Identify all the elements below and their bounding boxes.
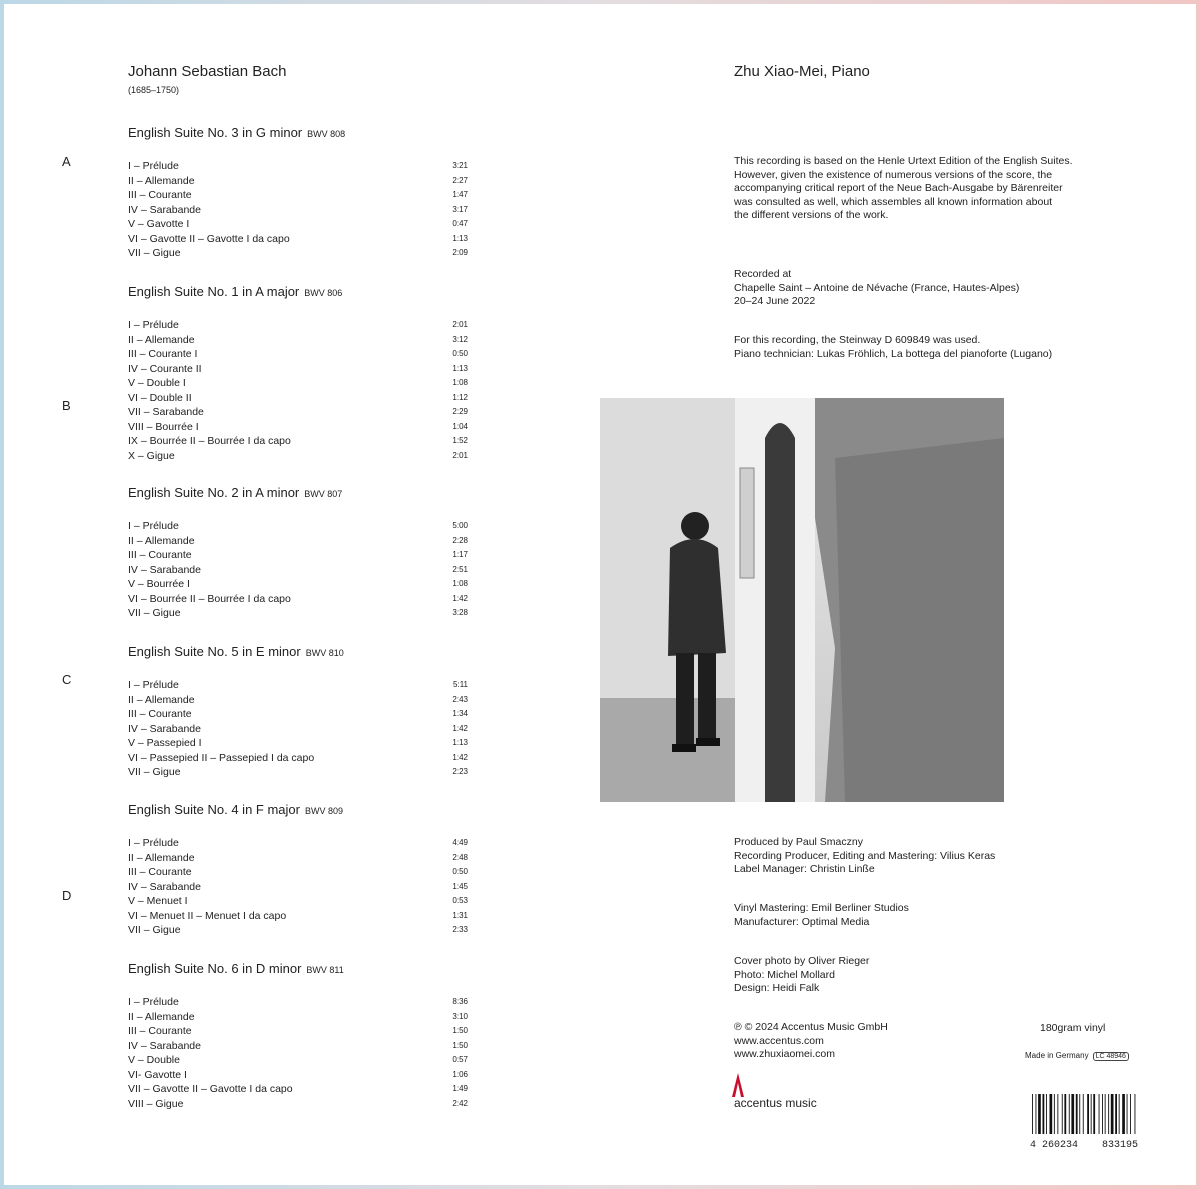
barcode-bar	[1038, 1094, 1041, 1134]
track-duration: 1:50	[452, 1026, 468, 1035]
barcode-bar	[1050, 1094, 1053, 1134]
suite-title	[128, 802, 468, 820]
track-duration: 3:17	[452, 204, 468, 214]
suite-title-text: English Suite No. 6 in D minor	[128, 961, 302, 976]
lc-code-badge: LC 48946	[1093, 1052, 1129, 1061]
suite-bwv: BWV 809	[304, 806, 343, 816]
track-row	[128, 519, 468, 534]
track-row	[128, 347, 468, 362]
composer-name: Johann Sebastian Bach	[128, 63, 287, 80]
track-name: VII – Sarabande	[128, 406, 204, 418]
made-in-text: Made in Germany	[1025, 1051, 1089, 1060]
track-row	[128, 159, 468, 174]
barcode-bar	[1102, 1094, 1103, 1134]
track-row	[128, 836, 468, 851]
suite-block	[128, 644, 468, 780]
info-line: www.zhuxiaomei.com	[734, 1048, 835, 1060]
barcode-bar	[1108, 1094, 1109, 1134]
track-row	[128, 376, 468, 391]
barcode-bar	[1127, 1094, 1128, 1134]
suite-block	[128, 961, 468, 1111]
track-row	[128, 534, 468, 549]
track-row	[128, 923, 468, 938]
suite-bwv: BWV 808	[307, 129, 346, 139]
barcode-bar	[1071, 1094, 1074, 1134]
info-line: Chapelle Saint – Antoine de Névache (France, Hautes-Alpes)	[734, 281, 1020, 294]
suite-bwv: BWV 810	[305, 648, 344, 658]
suite-block	[128, 125, 468, 261]
track-name: VII – Gavotte II – Gavotte I da capo	[128, 1083, 293, 1095]
track-duration: 2:27	[452, 175, 468, 185]
track-row	[128, 1010, 468, 1025]
track-row	[128, 880, 468, 895]
track-name: I – Prélude	[128, 520, 179, 532]
performer-name: Zhu Xiao-Mei, Piano	[734, 63, 870, 80]
track-name: III – Courante	[128, 708, 192, 720]
track-name: II – Allemande	[128, 534, 195, 547]
composer-dates: (1685–1750)	[128, 85, 180, 95]
track-name: IV – Sarabande	[128, 563, 201, 576]
track-duration: 0:53	[452, 896, 468, 905]
suite-bwv: BWV 807	[304, 489, 343, 499]
track-list	[128, 836, 468, 938]
track-duration: 0:50	[452, 349, 468, 358]
track-duration: 0:47	[452, 219, 468, 228]
track-duration: 1:13	[452, 233, 468, 243]
track-duration: 1:31	[452, 910, 468, 920]
track-name: I – Prélude	[128, 319, 179, 331]
barcode-bar	[1119, 1094, 1120, 1134]
info-vinyl-mastering	[734, 902, 909, 929]
track-duration: 1:08	[452, 579, 468, 588]
barcode-bar	[1036, 1094, 1037, 1134]
track-row	[128, 693, 468, 708]
barcode-digits-right: 833195	[1101, 1140, 1138, 1151]
track-duration: 1:12	[452, 392, 468, 402]
track-list	[128, 318, 468, 463]
track-row	[128, 851, 468, 866]
track-duration: 1:42	[452, 593, 468, 603]
track-name: II – Allemande	[128, 1010, 195, 1023]
track-name: III – Courante	[128, 1025, 192, 1037]
barcode-bar	[1135, 1094, 1136, 1134]
barcode-bar	[1115, 1094, 1117, 1134]
track-name: VIII – Bourrée I	[128, 420, 199, 433]
side-label-a: A	[62, 154, 71, 169]
info-edition	[734, 155, 1073, 223]
barcode-bar	[1064, 1094, 1066, 1134]
barcode-bar	[1130, 1094, 1131, 1134]
barcode-bar	[1122, 1094, 1125, 1134]
track-name: VI – Bourrée II – Bourrée I da capo	[128, 592, 291, 605]
info-line: Label Manager: Christin Linße	[734, 863, 875, 875]
track-row	[128, 722, 468, 737]
info-line: Photo: Michel Mollard	[734, 968, 835, 981]
suite-title-text: English Suite No. 1 in A major	[128, 284, 300, 299]
track-row	[128, 995, 468, 1010]
suite-title	[128, 485, 468, 503]
track-name: II – Allemande	[128, 851, 195, 864]
suite-title-text: English Suite No. 5 in E minor	[128, 644, 301, 659]
info-line: Recording Producer, Editing and Mastering: Vilius Keras	[734, 849, 996, 862]
track-row	[128, 1082, 468, 1097]
info-production	[734, 836, 995, 877]
info-design	[734, 955, 869, 996]
barcode-bar	[1062, 1094, 1063, 1134]
track-row	[128, 217, 468, 232]
track-duration: 2:23	[452, 767, 468, 776]
track-name: X – Gigue	[128, 449, 175, 462]
track-row	[128, 894, 468, 909]
track-duration: 1:49	[452, 1084, 468, 1093]
track-row	[128, 751, 468, 766]
track-row	[128, 362, 468, 377]
barcode-bar	[1046, 1094, 1047, 1134]
suite-title	[128, 961, 468, 979]
track-row	[128, 1039, 468, 1054]
track-duration: 1:50	[452, 1040, 468, 1050]
barcode-bar	[1057, 1094, 1058, 1134]
track-name: IV – Sarabande	[128, 203, 201, 216]
info-line: Piano technician: Lukas Fröhlich, La bottega del pianoforte (Lugano)	[734, 347, 1053, 360]
track-row	[128, 333, 468, 348]
track-row	[128, 678, 468, 693]
track-row	[128, 909, 468, 924]
track-name: VII – Gigue	[128, 766, 181, 778]
track-duration: 8:36	[452, 997, 468, 1006]
track-row	[128, 1097, 468, 1112]
track-duration: 2:28	[452, 535, 468, 545]
track-duration: 2:09	[452, 248, 468, 257]
track-duration: 1:08	[452, 378, 468, 387]
side-label-b: B	[62, 398, 71, 413]
track-duration: 1:13	[452, 738, 468, 747]
track-list	[128, 678, 468, 780]
track-duration: 0:50	[452, 867, 468, 876]
track-name: V – Gavotte I	[128, 218, 190, 230]
track-row	[128, 174, 468, 189]
track-row	[128, 707, 468, 722]
track-duration: 2:01	[452, 450, 468, 460]
info-line: ℗ © 2024 Accentus Music GmbH	[734, 1021, 888, 1033]
track-duration: 4:49	[452, 838, 468, 847]
accentus-logo-icon	[731, 1073, 745, 1097]
track-name: VI – Double II	[128, 391, 192, 404]
track-name: II – Allemande	[128, 174, 195, 187]
info-line: This recording is based on the Henle Urtext Edition of the English Suites.	[734, 155, 1073, 167]
track-row	[128, 1053, 468, 1068]
track-duration: 2:01	[452, 320, 468, 329]
track-row	[128, 1024, 468, 1039]
barcode-digits-left: 4 260234	[1030, 1140, 1079, 1151]
track-duration: 3:28	[452, 608, 468, 617]
info-line: was consulted as well, which assembles all known information about	[734, 195, 1053, 208]
track-name: V – Double	[128, 1054, 180, 1066]
track-name: IX – Bourrée II – Bourrée I da capo	[128, 435, 291, 447]
track-row	[128, 232, 468, 247]
track-row	[128, 246, 468, 261]
made-in	[1025, 1051, 1129, 1060]
track-name: VI – Menuet II – Menuet I da capo	[128, 909, 287, 922]
track-name: V – Passepied I	[128, 737, 202, 749]
track-duration: 2:43	[452, 694, 468, 704]
info-line: Vinyl Mastering: Emil Berliner Studios	[734, 902, 909, 914]
track-name: VII – Gigue	[128, 924, 181, 936]
track-name: III – Courante	[128, 189, 192, 201]
info-piano	[734, 334, 1052, 361]
track-name: VII – Gigue	[128, 607, 181, 619]
suite-block	[128, 284, 468, 463]
label-name: accentus music	[734, 1096, 817, 1110]
track-duration: 1:42	[452, 723, 468, 733]
track-name: VII – Gigue	[128, 247, 181, 259]
track-row	[128, 391, 468, 406]
track-name: V – Menuet I	[128, 895, 188, 907]
photo-illustration	[600, 398, 1004, 802]
track-duration: 1:52	[452, 436, 468, 445]
track-duration: 2:51	[452, 564, 468, 574]
barcode-bar	[1069, 1094, 1070, 1134]
track-name: I – Prélude	[128, 679, 179, 691]
track-duration: 3:10	[452, 1011, 468, 1021]
info-line: For this recording, the Steinway D 609849 was used.	[734, 334, 981, 346]
track-duration: 2:33	[452, 925, 468, 934]
track-name: I – Prélude	[128, 837, 179, 849]
track-row	[128, 865, 468, 880]
track-row	[128, 606, 468, 621]
barcode-bar	[1076, 1094, 1078, 1134]
track-duration: 1:45	[452, 881, 468, 891]
track-name: III – Courante	[128, 549, 192, 561]
track-list	[128, 159, 468, 261]
track-row	[128, 563, 468, 578]
track-row	[128, 548, 468, 563]
track-duration: 1:04	[452, 421, 468, 431]
track-name: I – Prélude	[128, 996, 179, 1008]
track-row	[128, 1068, 468, 1083]
track-row	[128, 318, 468, 333]
track-row	[128, 203, 468, 218]
info-line: the different versions of the work.	[734, 209, 889, 221]
info-line: Produced by Paul Smaczny	[734, 836, 863, 848]
vinyl-weight: 180gram vinyl	[1040, 1022, 1106, 1034]
track-duration: 1:42	[452, 752, 468, 762]
track-duration: 1:17	[452, 550, 468, 559]
track-row	[128, 736, 468, 751]
track-row	[128, 592, 468, 607]
barcode-bar	[1093, 1094, 1095, 1134]
track-duration: 1:06	[452, 1069, 468, 1079]
barcode-bars-icon	[1030, 1094, 1138, 1134]
track-name: I – Prélude	[128, 160, 179, 172]
track-name: IV – Sarabande	[128, 722, 201, 735]
suite-bwv: BWV 811	[306, 965, 344, 975]
barcode-bar	[1099, 1094, 1100, 1134]
barcode-digits	[1030, 1140, 1138, 1151]
track-duration: 3:12	[452, 334, 468, 344]
track-list	[128, 519, 468, 621]
track-duration: 2:42	[452, 1098, 468, 1108]
track-row	[128, 420, 468, 435]
barcode-bar	[1091, 1094, 1092, 1134]
suite-bwv: BWV 806	[304, 288, 343, 298]
track-name: II – Allemande	[128, 333, 195, 346]
suite-block	[128, 485, 468, 621]
track-row	[128, 765, 468, 780]
side-label-d: D	[62, 888, 72, 903]
barcode-bar	[1087, 1094, 1089, 1134]
track-name: V – Double I	[128, 377, 186, 389]
track-name: VI – Passepied II – Passepied I da capo	[128, 751, 315, 764]
suite-title-text: English Suite No. 4 in F major	[128, 802, 300, 817]
info-recording	[734, 268, 1019, 309]
side-label-c: C	[62, 672, 72, 687]
info-line: www.accentus.com	[734, 1034, 824, 1047]
barcode-bar	[1111, 1094, 1114, 1134]
info-line: However, given the existence of numerous versions of the score, the	[734, 168, 1053, 181]
info-line: Manufacturer: Optimal Media	[734, 915, 870, 928]
barcode-bar	[1083, 1094, 1084, 1134]
track-name: IV – Courante II	[128, 362, 202, 375]
track-name: III – Courante I	[128, 348, 198, 360]
barcode-bar	[1043, 1094, 1045, 1134]
track-duration: 3:21	[452, 161, 468, 170]
track-name: II – Allemande	[128, 693, 195, 706]
cover-photo	[600, 398, 1004, 802]
track-row	[128, 577, 468, 592]
track-name: IV – Sarabande	[128, 880, 201, 893]
track-duration: 1:34	[452, 709, 468, 718]
barcode-bar	[1105, 1094, 1106, 1134]
track-row	[128, 188, 468, 203]
track-list	[128, 995, 468, 1111]
track-row	[128, 434, 468, 449]
info-copyright	[734, 1021, 888, 1062]
suite-title	[128, 125, 468, 143]
suite-block	[128, 802, 468, 938]
track-name: VI- Gavotte I	[128, 1068, 187, 1081]
track-row	[128, 405, 468, 420]
track-name: VIII – Gigue	[128, 1097, 184, 1110]
suite-title	[128, 644, 468, 662]
barcode-bar	[1079, 1094, 1080, 1134]
track-duration: 1:47	[452, 190, 468, 199]
suite-title-text: English Suite No. 2 in A minor	[128, 485, 300, 500]
track-name: IV – Sarabande	[128, 1039, 201, 1052]
track-name: III – Courante	[128, 866, 192, 878]
track-duration: 2:48	[452, 852, 468, 862]
track-duration: 5:00	[452, 521, 468, 530]
barcode-bar	[1054, 1094, 1055, 1134]
info-line: 20–24 June 2022	[734, 295, 816, 307]
suite-title-text: English Suite No. 3 in G minor	[128, 125, 303, 140]
track-row	[128, 449, 468, 464]
track-name: V – Bourrée I	[128, 578, 190, 590]
info-line: accompanying critical report of the Neue Bach-Ausgabe by Bärenreiter	[734, 182, 1063, 194]
track-duration: 5:11	[453, 680, 468, 689]
track-name: VI – Gavotte II – Gavotte I da capo	[128, 232, 290, 245]
barcode	[1030, 1094, 1138, 1151]
suite-title	[128, 284, 468, 302]
info-line: Recorded at	[734, 268, 792, 280]
info-line: Cover photo by Oliver Rieger	[734, 955, 870, 967]
track-duration: 2:29	[452, 407, 468, 416]
track-duration: 1:13	[452, 363, 468, 373]
info-line: Design: Heidi Falk	[734, 982, 820, 994]
track-duration: 0:57	[452, 1055, 468, 1064]
barcode-bar	[1032, 1094, 1033, 1134]
